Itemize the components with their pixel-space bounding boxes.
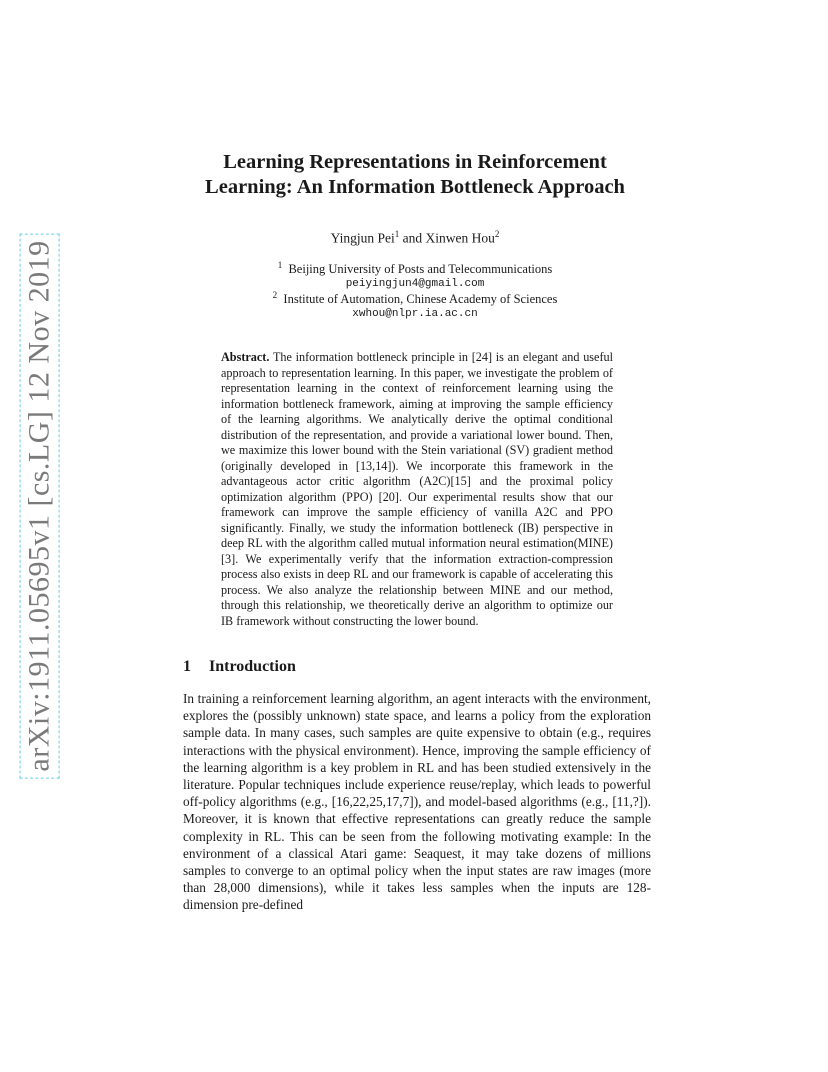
introduction-paragraph: In training a reinforcement learning algorithm, an agent interacts with the environment, explores the (possibly unknown) state space, and learns a policy from the exploration sample data. In many cases, such samples are quite expensive to obtain (e.g., requires interactions with the physical environment). Hence, improving the sample efficiency of the learning algorithm is a key problem in RL and has been studied extensively in the literature. Popular techniques include experience reuse/replay, which leads to powerful off-policy algorithms (e.g., [16,22,25,17,7]), and model-based algorithms (e.g., [11,?]). Moreover, it is known that effective representations can greatly reduce the sample complexity in RL. This can be seen from the following motivating example: In the environment of a classical Atari game: Seaquest, it may take dozens of millions samples to converge to an optimal policy when the input states are raw images (more than 28,000 dimensions), while it takes less samples when the inputs are 128-dimension pre-defined — [183, 691, 651, 913]
abstract-label: Abstract. — [221, 350, 270, 364]
abstract-text: The information bottleneck principle in [24] is an elegant and useful approach to representation learning. In this paper, we investigate the problem of representation learning in the context of reinforcement learning using the information bottleneck framework, aiming at improving the sample efficiency of the learning algorithms. We analytically derive the optimal conditional distribution of the representation, and provide a variational lower bound. Then, we maximize this lower bound with the Stein variational (SV) gradient method (originally developed in [13,14]). We incorporate this framework in the advantageous actor critic algorithm (A2C)[15] and the proximal policy optimization algorithm (PPO) [20]. Our experimental results show that our framework can improve the sample efficiency of vanilla A2C and PPO significantly. Finally, we study the information bottleneck (IB) perspective in deep RL with the algorithm called mutual information neural estimation(MINE) [3]. We experimentally verify that the information extraction-compression process also exists in deep RL and our framework is capable of accelerating this process. We also analyze the relationship between MINE and our method, through this relationship, we theoretically derive an algorithm to optimize our IB framework without constructing the lower bound. — [221, 350, 613, 628]
section-title: Introduction — [209, 658, 296, 675]
author-list — [130, 229, 700, 247]
paper-title — [130, 150, 700, 200]
author-2: Xinwen Hou — [425, 230, 495, 246]
affiliation-1-email: peiyingjun4@gmail.com — [345, 278, 485, 291]
affiliation-1-name: Beijing University of Posts and Telecommunications — [288, 262, 553, 277]
author-2-mark: 2 — [494, 229, 500, 239]
arxiv-id-text: arXiv:1911.05695v1 [cs.LG] 12 Nov 2019 — [20, 233, 60, 778]
author-1-mark: 1 — [394, 229, 400, 239]
affiliation-1-mark: 1 — [277, 260, 283, 270]
arxiv-identifier — [20, 240, 60, 772]
author-1: Yingjun Pei — [330, 230, 395, 246]
section-heading — [183, 658, 296, 676]
author-conjunction: and — [402, 230, 423, 246]
section-number: 1 — [183, 658, 191, 675]
affiliation-2-email: xwhou@nlpr.ia.ac.cn — [352, 308, 478, 321]
abstract — [221, 350, 613, 629]
affiliation-2-mark: 2 — [272, 290, 278, 300]
affiliation-2 — [130, 288, 700, 322]
title-line-2: Learning: An Information Bottleneck Approach — [205, 176, 625, 198]
title-line-1: Learning Representations in Reinforcement — [223, 151, 607, 173]
affiliation-2-name: Institute of Automation, Chinese Academy of Sciences — [283, 292, 558, 307]
